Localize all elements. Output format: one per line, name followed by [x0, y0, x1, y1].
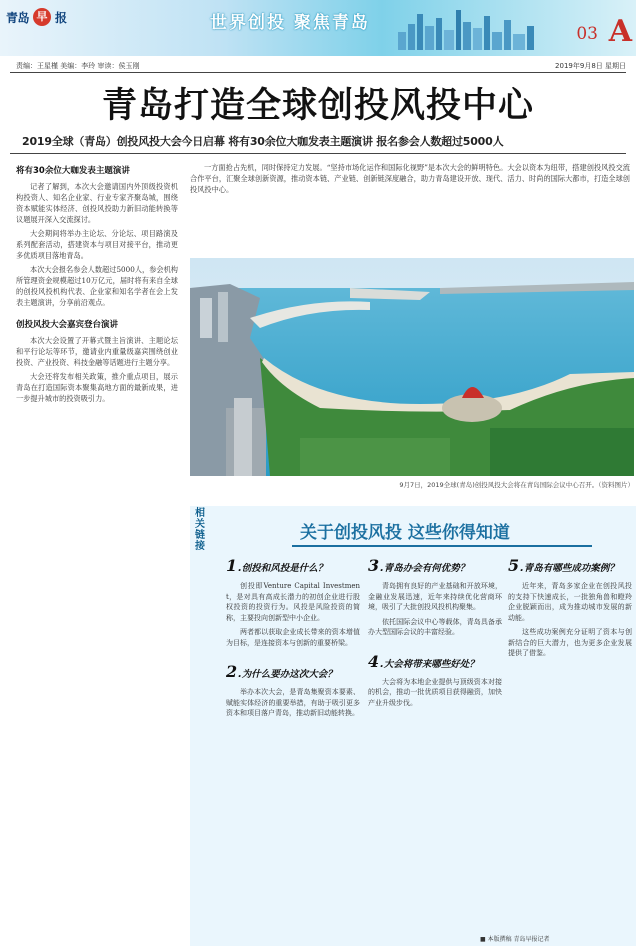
- answer-paragraph: 举办本次大会，是青岛集聚资本要素、赋能实体经济的重要举措，有助于吸引更多资本和项目落户青岛，推动新旧动能转换。: [226, 688, 360, 717]
- header-banner: [0, 0, 636, 56]
- logo-text: 青岛: [6, 10, 30, 25]
- qa-column-3: [508, 554, 632, 946]
- logo-suffix: 报: [55, 10, 67, 25]
- question-text: .青岛有哪些成功案例？: [520, 563, 619, 574]
- article-paragraph: 本次大会报名参会人数超过5000人，参会机构所管理资金规模超过10万亿元，届时将有来自全球的创投风投机构代表、企业家和知名学者在会上发表主题演讲，分享前沿观点。: [16, 265, 178, 307]
- answer-paragraph: 这些成功案例充分证明了资本与创新结合的巨大潜力，也为更多企业发展提供了借鉴。: [508, 628, 632, 657]
- sub-headline: 2019全球（青岛）创投风投大会今日启幕 将有30余位大咖发表主题演讲 报名参会人数超过5000人: [22, 135, 504, 148]
- question-title: [368, 556, 502, 575]
- answer-paragraph: 两者都以获取企业成长带来的资本增值为目标，是连接资本与创新的重要桥梁。: [226, 628, 360, 647]
- article-paragraph: 本次大会设置了开幕式暨主旨演讲、主题论坛和平行论坛等环节，邀请业内重量级嘉宾围绕创业投资、产业投资、科技金融等话题进行主题分享。: [16, 336, 178, 367]
- page-section-letter: A: [608, 14, 632, 49]
- question-title: [508, 556, 632, 575]
- newspaper-logo[interactable]: [6, 6, 114, 28]
- answer-paragraph: 近年来，青岛多家企业在创投风投的支持下快速成长，一批独角兽和瞪羚企业脱颖而出，成为推动城市发展的新动能。: [508, 582, 632, 622]
- intro-paragraph: 一方面抢占先机，同时保持定力发展。“坚持市场化运作和国际化视野”是本次大会的鲜明特色。大会以资本为纽带，搭建创投风投交流合作平台，汇聚全球创新资源，推动资本链、产业链、创新链深度融合，助力青岛建设开放、现代、活力、时尚的国际大都市，打造全球创投风投中心。: [190, 163, 630, 194]
- question-text: .创投和风投是什么？: [238, 563, 328, 574]
- question-title: [226, 556, 360, 575]
- answer-paragraph: 依托国际会议中心等载体，青岛具备承办大型国际会议的丰富经验。: [368, 617, 502, 636]
- answer-paragraph: 青岛拥有良好的产业基础和开放环境，金融业发展迅速，近年来持续优化营商环境，吸引了大批创投风投机构聚集。: [368, 582, 502, 611]
- editor-credits: 责编：王星槿 美编：李玲 审读：侯玉刚: [16, 62, 140, 70]
- question-number: 3: [368, 556, 380, 575]
- question-number: 4: [368, 651, 380, 671]
- left-column-article: [6, 160, 182, 946]
- question-number: 1: [226, 556, 238, 575]
- title-underline: [292, 545, 592, 547]
- coastal-aerial-photo: [190, 258, 634, 476]
- intro-article: [190, 162, 630, 254]
- section-heading: 将有30余位大咖发表主题演讲: [16, 166, 130, 176]
- headline-divider: [10, 153, 626, 154]
- section-heading: 创投风投大会嘉宾登台演讲: [16, 320, 119, 330]
- answer-paragraph: 大会将为本地企业提供与顶级资本对接的机会，推动一批优质项目获得融资，加快产业升级步伐。: [368, 677, 502, 707]
- page-number: 03: [576, 24, 598, 44]
- question-number: 5: [508, 556, 520, 575]
- question-text: .为什么要办这次大会？: [238, 669, 337, 680]
- photo-caption: 9月7日，2019全球(青岛)创投风投大会将在青岛国际会议中心召开。（资料图片）: [399, 481, 634, 489]
- question-title: [226, 662, 360, 681]
- question-title: [368, 652, 502, 671]
- knowledge-box-title: 关于创投风投 这些你得知道: [300, 523, 510, 543]
- question-text: .大会将带来哪些好处？: [380, 658, 479, 670]
- logo-mark: 早: [33, 8, 51, 26]
- banner-slogan: 世界创投 聚焦青岛: [210, 13, 370, 33]
- question-text: .青岛办会有何优势？: [380, 563, 470, 574]
- issue-date: 2019年9月8日 星期日: [555, 62, 626, 70]
- related-links-label: 相关链接: [195, 508, 205, 552]
- question-number: 2: [226, 662, 238, 681]
- qa-column-2: [368, 554, 502, 946]
- answer-paragraph: 创投即Venture Capital Investment，是对具有高成长潜力的初创企业进行股权投资的投资行为。风投是风险投资的简称，主要投向创新型中小企业。: [226, 582, 360, 622]
- qa-column-1: [226, 554, 360, 946]
- city-skyline-icon: [396, 6, 546, 50]
- header-divider: [10, 72, 626, 73]
- footer-credit: ■ 本版撰稿 青岛早报记者: [480, 936, 550, 943]
- article-paragraph: 记者了解到，本次大会邀请国内外顶级投资机构投资人、知名企业家、行业专家齐聚岛城，围绕资本赋能实体经济、创投风投助力新旧动能转换等议题展开深入交流探讨。: [16, 182, 178, 224]
- main-headline: 青岛打造全球创投风投中心: [101, 86, 534, 126]
- article-paragraph: 大会还将发布相关政策，推介重点项目，展示青岛在打造国际资本聚集高地方面的最新成果，进一步提升城市的投资吸引力。: [16, 372, 178, 403]
- article-paragraph: 大会期间将举办主论坛、分论坛、项目路演及系列配套活动，搭建资本与项目对接平台，推动更多优质项目落地青岛。: [16, 229, 178, 260]
